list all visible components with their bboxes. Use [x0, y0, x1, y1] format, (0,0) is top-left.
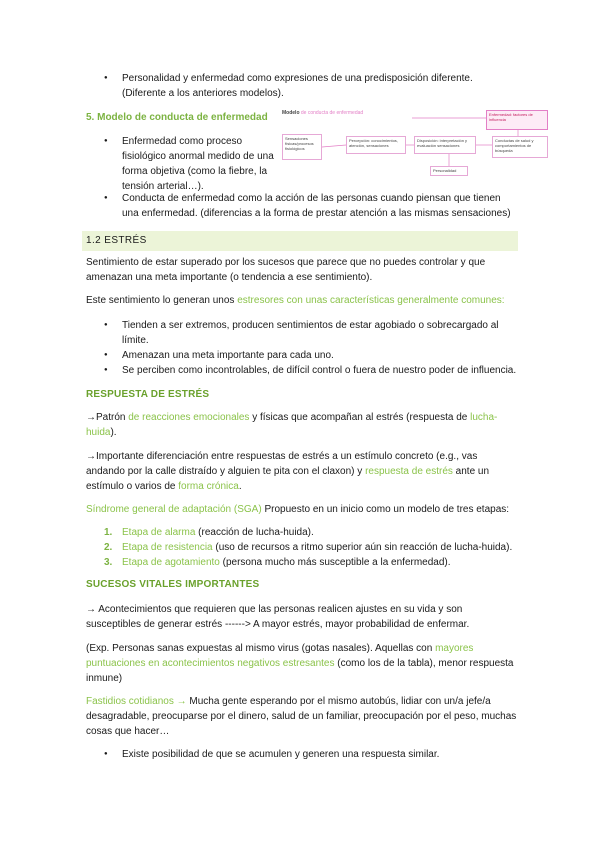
section-heading-band: 1.2 ESTRÉS [82, 231, 518, 251]
model5-bullets-2 [104, 191, 518, 221]
list-item: ● Tienden a ser extremos, producen sentimientos de estar agobiado o sobrecargado al límite. [104, 318, 518, 348]
sga-stages-list [104, 525, 518, 570]
diagram-connectors [282, 110, 552, 182]
diagram-box: Personalidad [430, 166, 468, 176]
list-item: ● Conducta de enfermedad como la acción de las personas cuando piensan que tienen una enfermedad. (diferencias a la forma de prestar atención a las mismas sensaciones) [104, 191, 518, 221]
list-item: ● Existe posibilidad de que se acumulen y generen una respuesta similar. [104, 747, 518, 762]
sucesos-p1: → Acontecimientos que requieren que las personas realicen ajustes en su vida y son susceptibles de generar estrés ------> A mayor estrés, mayor probabilidad de enfermar. [86, 604, 470, 630]
list-item: ● Se perciben como incontrolables, de difícil control o fuera de nuestro poder de influencia. [104, 363, 518, 378]
diagram-box: Percepción: conocimientos, atención, sensaciones [346, 136, 406, 154]
list-item: 2. Etapa de resistencia (uso de recursos a ritmo superior aún sin reacción de lucha-huida). [104, 542, 513, 553]
list-item: ● Enfermedad como proceso fisiológico anormal medido de una forma objetiva (como la fiebre, la tensión arterial…). [104, 134, 276, 194]
diagram-box: Conductas de salud y comportamientos de búsqueda [492, 136, 548, 158]
fastidios-paragraph: Fastidios cotidianos → Mucha gente esperando por el mismo autobús, lidiar con un/a jefe/a desagradable, preocuparse por el dinero, salud de un familiar, preocupación por el peso, muchas cosas que hacer… [86, 696, 517, 737]
respuesta-p2: →Importante diferenciación entre respuestas de estrés a un estímulo concreto (e.g., vas andando por la calle distraído y alguien te pita con el claxon) y respuesta de estrés ante un estímulo o varios de forma crónica. [86, 451, 490, 492]
model5-heading: 5. Modelo de conducta de enfermedad [86, 112, 268, 123]
diagram-box: Sensaciones físicas/procesos fisiológicos [282, 134, 322, 160]
conduct-model-diagram [282, 110, 552, 182]
top-bullet-list [104, 71, 518, 101]
list-item: 3. Etapa de agotamiento (persona mucho más susceptible a la enfermedad). [104, 557, 451, 568]
stress-definition: Sentimiento de estar superado por los sucesos que parece que no puedes controlar y que amenazan una meta importante (o tendencia a ese sentimiento). [86, 257, 486, 283]
list-item: ● Amenazan una meta importante para cada uno. [104, 348, 518, 363]
model5-bullets [104, 134, 276, 194]
stressors-intro: Este sentimiento lo generan unos estresores con unas características generalmente comunes: [86, 295, 505, 306]
stressor-traits-list [104, 318, 518, 378]
diagram-box: Disposición: interpretación y evaluación sensaciones [414, 136, 476, 154]
respuesta-p1: →Patrón de reacciones emocionales y físicas que acompañan al estrés (respuesta de lucha-huida). [86, 412, 498, 438]
list-item: 1. Etapa de alarma (reacción de lucha-huida). [104, 527, 314, 538]
sucesos-heading: SUCESOS VITALES IMPORTANTES [86, 579, 260, 590]
diagram-title: Modelo de conducta de enfermedad [282, 110, 364, 116]
sga-intro: Síndrome general de adaptación (SGA) Propuesto en un inicio como un modelo de tres etapas: [86, 504, 510, 515]
list-item: ● Personalidad y enfermedad como expresiones de una predisposición diferente. (Diferente a los anteriores modelos). [104, 71, 518, 101]
fastidios-bullets [104, 747, 518, 762]
respuesta-heading: RESPUESTA DE ESTRÉS [86, 389, 210, 400]
diagram-box-highlight: Enfermedad: factores de influencia [486, 110, 548, 130]
sucesos-p2: (Exp. Personas sanas expuestas al mismo virus (gotas nasales). Aquellas con mayores puntuaciones en acontecimientos negativos estresantes (como los de la tabla), menor respuesta inmune) [86, 643, 514, 684]
